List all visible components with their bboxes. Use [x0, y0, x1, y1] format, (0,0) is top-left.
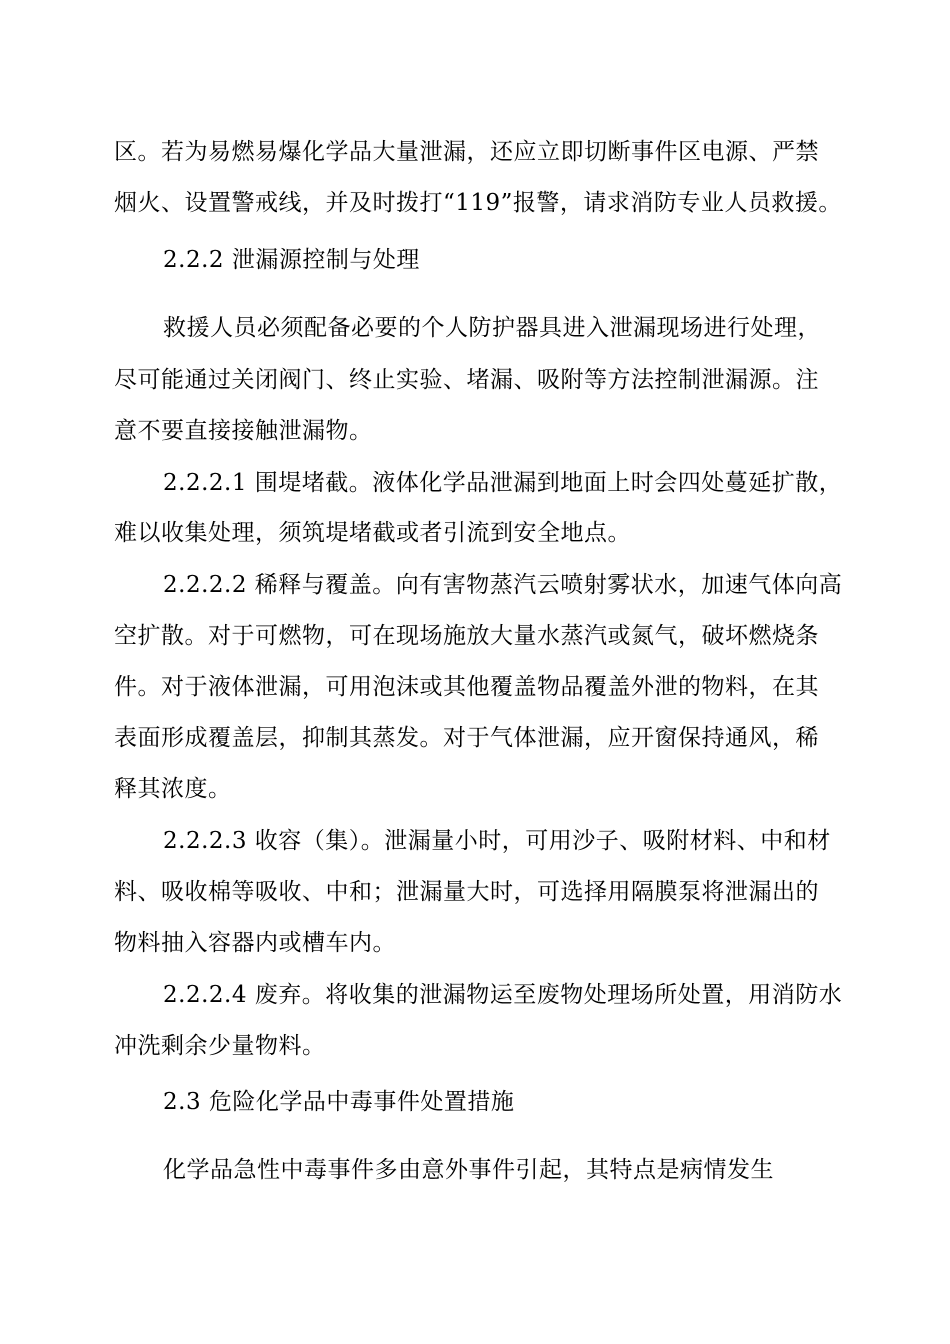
section-heading: 2.3 危险化学品中毒事件处置措施 [163, 1089, 515, 1115]
paragraph-line: 物料抽入容器内或槽车内。 [114, 930, 396, 956]
paragraph-line: 空扩散。对于可燃物，可在现场施放大量水蒸汽或氮气，破坏燃烧条 [114, 623, 819, 649]
paragraph-line: 难以收集处理，须筑堤堵截或者引流到安全地点。 [114, 520, 631, 546]
paragraph-line: 2.2.2.2 稀释与覆盖。向有害物蒸汽云喷射雾状水，加速气体向高 [163, 572, 843, 598]
paragraph-line: 尽可能通过关闭阀门、终止实验、堵漏、吸附等方法控制泄漏源。注 [114, 367, 819, 393]
paragraph-line: 区。若为易燃易爆化学品大量泄漏，还应立即切断事件区电源、严禁 [114, 139, 819, 165]
paragraph-line: 2.2.2.4 废弃。将收集的泄漏物运至废物处理场所处置，用消防水 [163, 982, 843, 1008]
paragraph-line: 烟火、设置警戒线，并及时拨打“119”报警，请求消防专业人员救援。 [114, 190, 842, 216]
paragraph-line: 冲洗剩余少量物料。 [114, 1033, 326, 1059]
paragraph-line: 件。对于液体泄漏，可用泡沫或其他覆盖物品覆盖外泄的物料，在其 [114, 674, 819, 700]
paragraph-line: 2.2.2.3 收容（集）。泄漏量小时，可用沙子、吸附材料、中和材 [163, 828, 831, 854]
paragraph-line: 表面形成覆盖层，抑制其蒸发。对于气体泄漏，应开窗保持通风，稀 [114, 725, 819, 751]
section-heading: 2.2.2 泄漏源控制与处理 [163, 247, 420, 273]
paragraph-line: 释其浓度。 [114, 776, 232, 802]
paragraph-line: 救援人员必须配备必要的个人防护器具进入泄漏现场进行处理， [163, 315, 821, 341]
paragraph-line: 料、吸收棉等吸收、中和；泄漏量大时，可选择用隔膜泵将泄漏出的 [114, 879, 819, 905]
paragraph-line: 化学品急性中毒事件多由意外事件引起，其特点是病情发生 [163, 1157, 774, 1183]
paragraph-line: 意不要直接接触泄漏物。 [114, 418, 373, 444]
paragraph-line: 2.2.2.1 围堤堵截。液体化学品泄漏到地面上时会四处蔓延扩散， [163, 470, 843, 496]
